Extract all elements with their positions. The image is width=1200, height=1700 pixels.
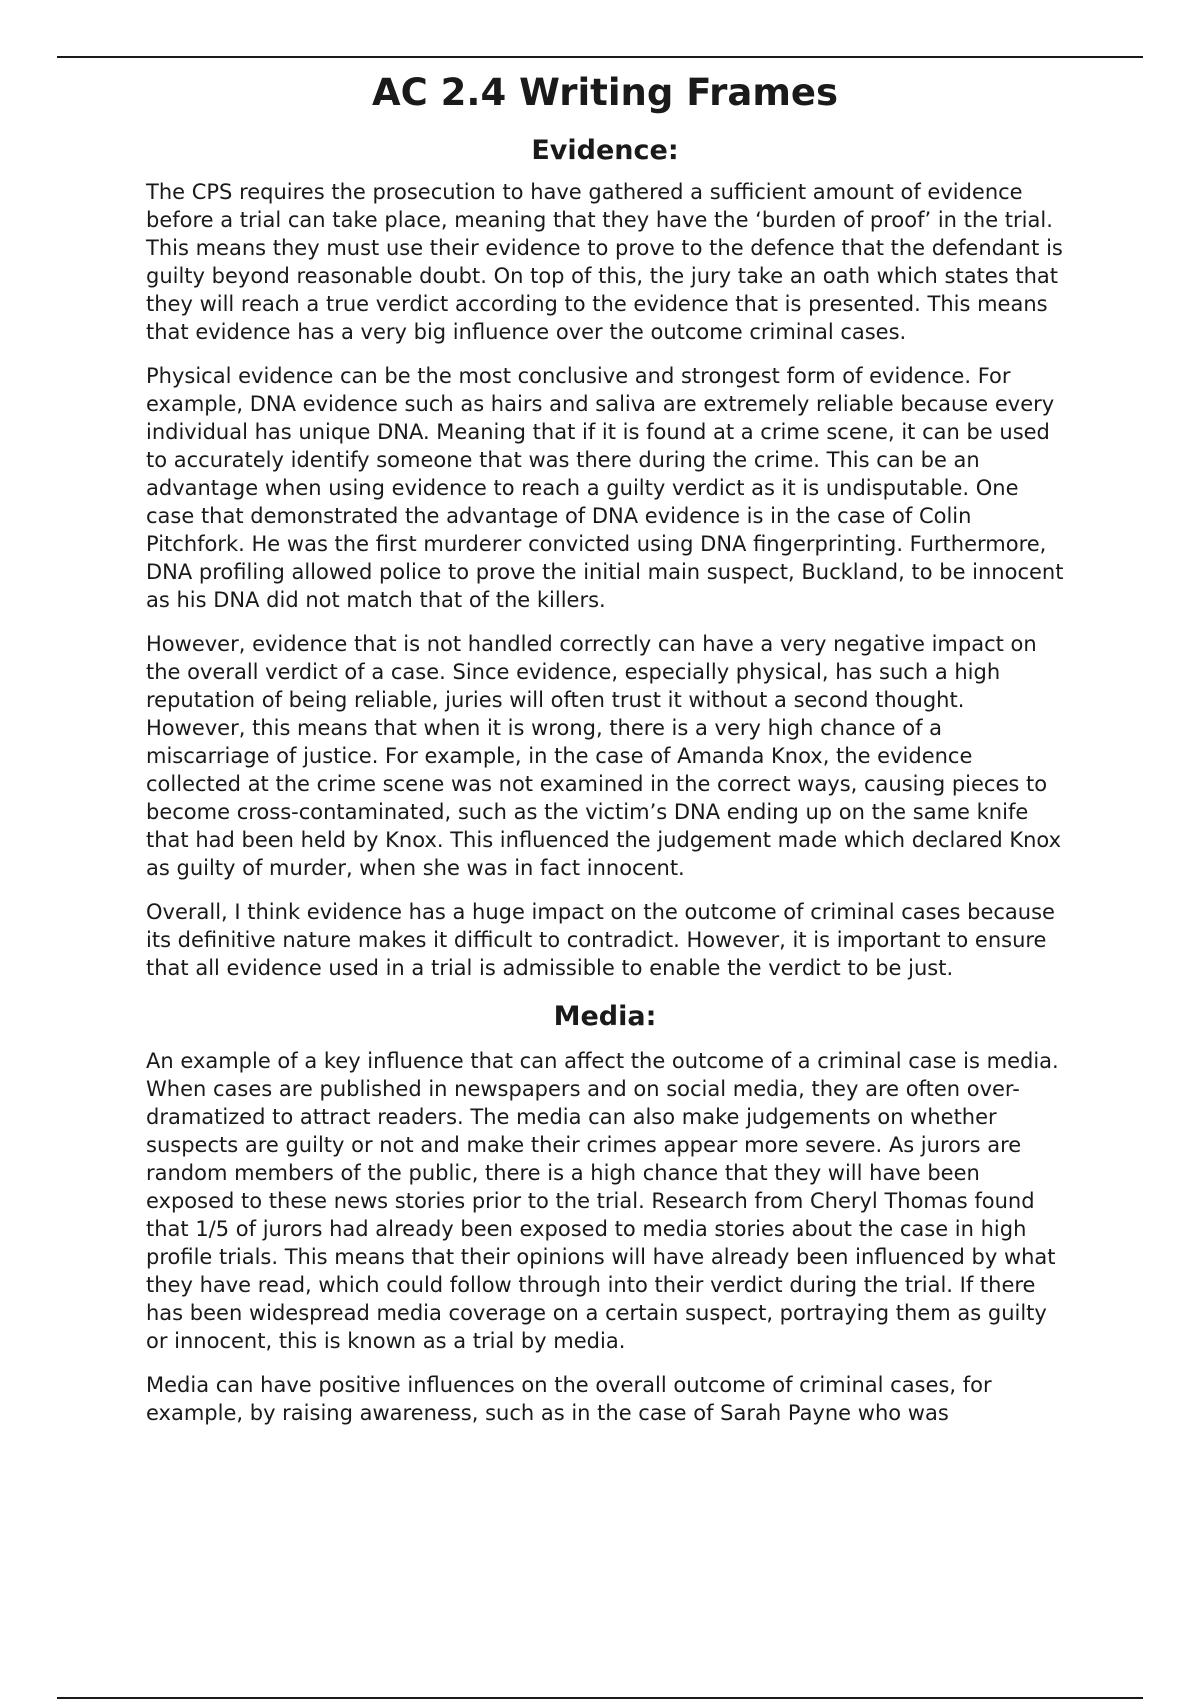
header-rule	[57, 56, 1143, 58]
paragraph: Media can have positive influences on the overall outcome of criminal cases, for example, by raising awareness, such as in the case of Sarah Payne who was	[146, 1373, 992, 1425]
section-heading-media: Media:	[553, 1001, 657, 1032]
paragraph: The CPS requires the prosecution to have gathered a sufficient amount of evidence before a trial can take place, meaning that they have the ‘burden of proof’ in the trial. This means they must use their evidence to prove to the defence that the defendant is guilty beyond reasonable doubt. On top of this, the jury take an oath which states that they will reach a true verdict according to the evidence that is presented. This means that evidence has a very big influence over the outcome criminal cases.	[146, 180, 1063, 344]
paragraph: Physical evidence can be the most conclusive and strongest form of evidence. For example, DNA evidence such as hairs and saliva are extremely reliable because every individual has unique DNA. Meaning that if it is found at a crime scene, it can be used to accurately identify someone that was there during the crime. This can be an advantage when using evidence to reach a guilty verdict as it is undisputable. One case that demonstrated the advantage of DNA evidence is in the case of Colin Pitchfork. He was the first murderer convicted using DNA fingerprinting. Furthermore, DNA profiling allowed police to prove the initial main suspect, Buckland, to be innocent as his DNA did not match that of the killers.	[146, 364, 1064, 612]
paragraph: Overall, I think evidence has a huge impact on the outcome of criminal cases because its definitive nature makes it difficult to contradict. However, it is important to ensure that all evidence used in a trial is admissible to enable the verdict to be just.	[146, 900, 1055, 980]
section-heading-evidence: Evidence:	[531, 135, 679, 166]
document-title: AC 2.4 Writing Frames	[371, 71, 839, 114]
document-page	[146, 66, 1064, 1443]
paragraph: However, evidence that is not handled correctly can have a very negative impact on the overall verdict of a case. Since evidence, especially physical, has such a high reputation of being reliable, juries will often trust it without a second thought. However, this means that when it is wrong, there is a very high chance of a miscarriage of justice. For example, in the case of Amanda Knox, the evidence collected at the crime scene was not examined in the correct ways, causing pieces to become cross-contaminated, such as the victim’s DNA ending up on the same knife that had been held by Knox. This influenced the judgement made which declared Knox as guilty of murder, when she was in fact innocent.	[146, 632, 1062, 880]
paragraph: An example of a key influence that can affect the outcome of a criminal case is media. When cases are published in newspapers and on social media, they are often over-dramatized to attract readers. The media can also make judgements on whether suspects are guilty or not and make their crimes appear more severe. As jurors are random members of the public, there is a high chance that they will have been exposed to these news stories prior to the trial. Research from Cheryl Thomas found that 1/5 of jurors had already been exposed to media stories about the case in high profile trials. This means that their opinions will have already been influenced by what they have read, which could follow through into their verdict during the trial. If there has been widespread media coverage on a certain suspect, portraying them as guilty or innocent, this is known as a trial by media.	[146, 1049, 1059, 1353]
footer-rule	[57, 1697, 1143, 1699]
